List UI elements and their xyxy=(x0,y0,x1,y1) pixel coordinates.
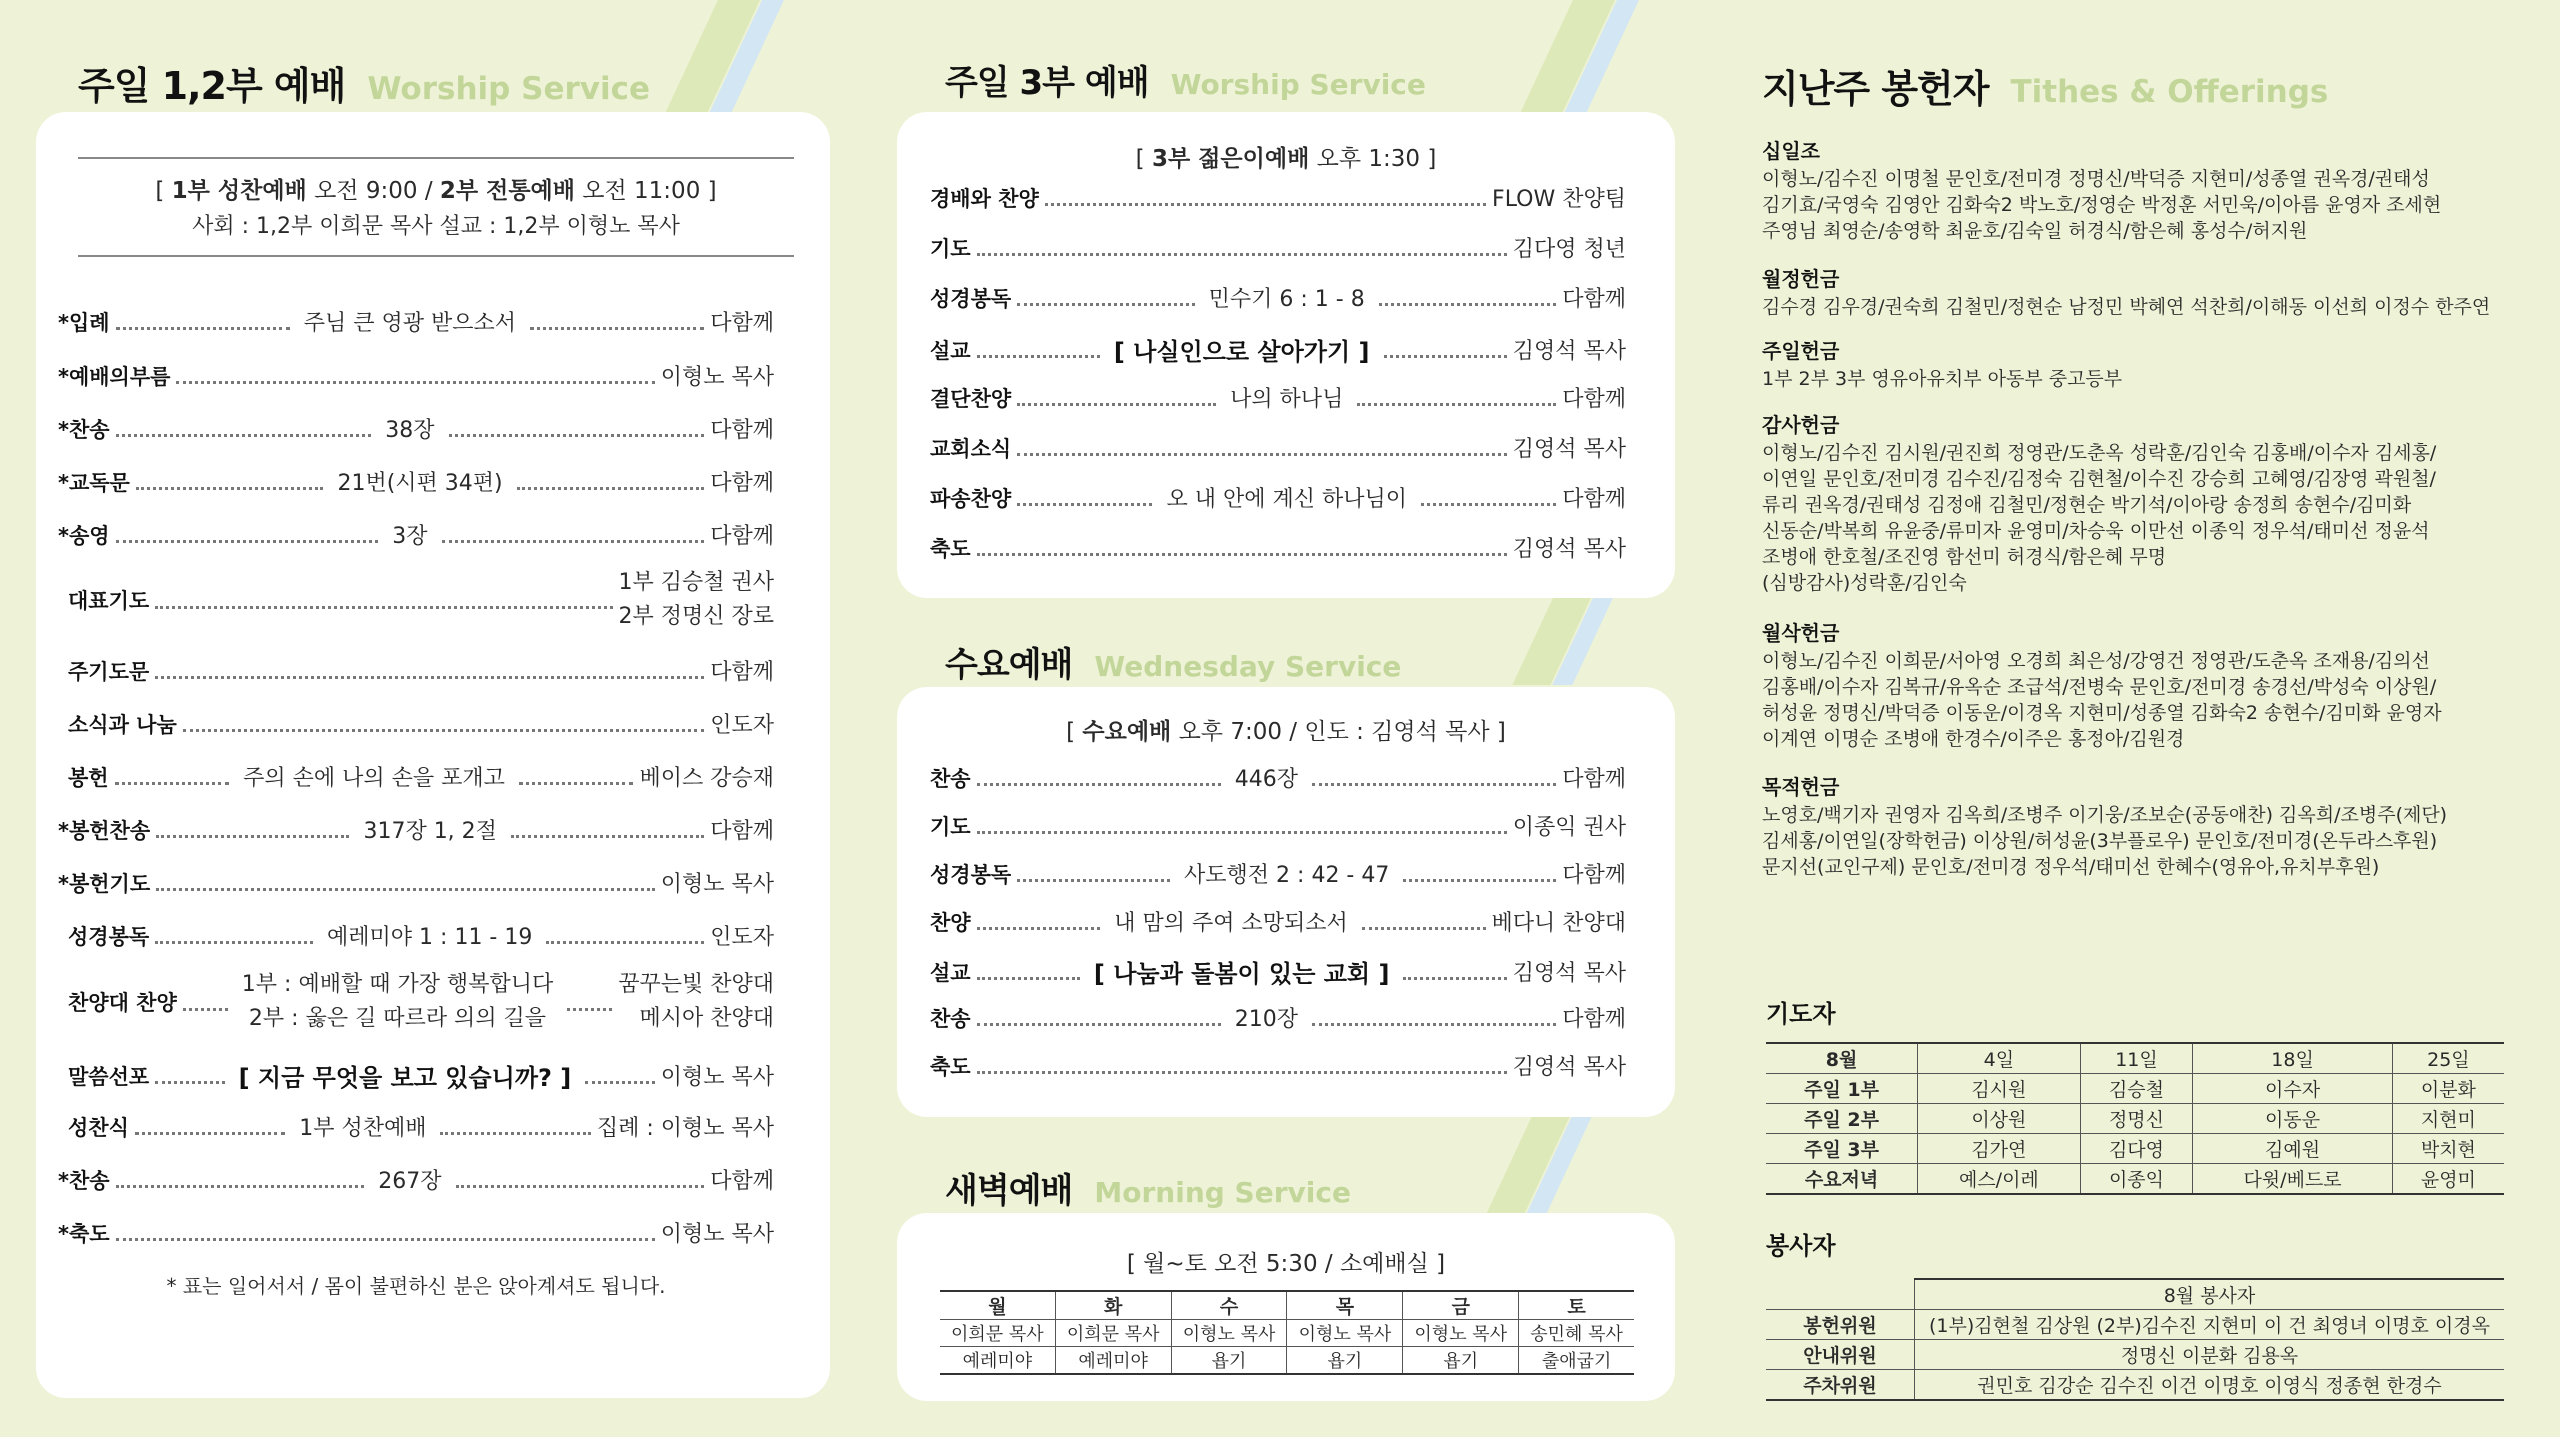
third-row-news: 교회소식 김영석 목사 xyxy=(930,436,1626,462)
wed-row-closing-hymn: 찬송 210장 다함께 xyxy=(930,1006,1626,1032)
wednesday-title: 수요예배 xyxy=(945,645,1073,685)
order-row-sermon: 말씀선포 [ 지금 무엇을 보고 있습니까? ] 이형노 목사 xyxy=(68,1064,774,1092)
order-row-choir: 찬양대 찬양 1부 : 예배할 때 가장 행복합니다 2부 : 옳은 길 따르라 의의 길을 꿈꾸는빛 찬양대 메시아 찬양대 xyxy=(68,972,775,1031)
third-heading xyxy=(945,55,1426,104)
order-row-lords-prayer: 주기도문 다함께 xyxy=(68,659,774,685)
volunteers-table: 8월 봉사자 봉헌위원 (1부)김현철 김상원 (2부)김수진 지현미 이 건 최영녀 이명호 이경옥 안내위원 정명신 이분화 김용옥 주차위원 권민호 김강순 김수진 이건 이명호 이영식 정종현 한경수 xyxy=(1766,1278,2504,1401)
order-row-news: 소식과 나눔 인도자 xyxy=(68,712,774,738)
offering-group-thanks: 감사헌금 이형노/김수진 김시원/권진희 정영관/도춘옥 성락훈/김인숙 김홍배/이수자 김세홍/ 이연일 문인호/전미경 김수진/김정숙 김현철/이수진 강승희 고혜영/김장영 곽원철/ 류리 권옥경/권태성 김정애 김철민/정현순 박기석/이아랑 송정희 송현수/김미화 신동순/박복희 유윤중/류미자 윤영미/차승욱 이만선 이종익 정우석/태미선 정윤석 조병애 한호철/조진영 함선미 허경식/함은혜 무명 (심방감사)성락훈/김인숙 xyxy=(1762,413,2437,594)
volunteers-title: 봉사자 xyxy=(1766,1232,1836,1260)
third-schedule: [ 3부 젊은이예배 오후 1:30 ] xyxy=(1135,146,1437,172)
wednesday-title-en: Wednesday Service xyxy=(1094,650,1402,683)
order-row-offering-hymn: *봉헌찬송 317장 1, 2절 다함께 xyxy=(58,818,775,844)
third-row-sermon: 설교 [ 나실인으로 살아가기 ] 김영석 목사 xyxy=(930,338,1627,366)
prayer-table: 8월 4일 11일 18일 25일 주일 1부 김시원 김승철 이수자 이분화 주일 2부 이상원 정명신 이동운 지현미 주일 3부 김가연 김다영 김예원 박치현 수요저녁 예스/이레 이종익 다윗/베드로 윤영미 xyxy=(1766,1042,2504,1195)
worship-schedule-times: [ 1부 성찬예배 오전 9:00 / 2부 전통예배 오전 11:00 ] xyxy=(155,178,717,204)
morning-title: 새벽예배 xyxy=(945,1171,1073,1211)
wednesday-heading xyxy=(945,637,1401,686)
sched-1-time: 오전 9:00 xyxy=(314,178,418,204)
third-title-en: Worship Service xyxy=(1170,68,1426,101)
morning-table: 월 화 수 목 금 토 이희문 목사 이희문 목사 이형노 목사 이형노 목사 이형노 목사 송민혜 목사 예레미야 예레미야 욥기 욥기 욥기 출애굽기 xyxy=(940,1290,1634,1375)
order-row-hymn: *찬송 38장 다함께 xyxy=(58,417,775,443)
third-row-prayer: 기도 김다영 청년 xyxy=(930,236,1626,262)
order-row-offering-prayer: *봉헌기도 이형노 목사 xyxy=(58,871,774,897)
order-row-closing-hymn: *찬송 267장 다함께 xyxy=(58,1168,775,1194)
offerings-title: 지난주 봉헌자 xyxy=(1762,67,1989,111)
wed-row-hymn: 찬송 446장 다함께 xyxy=(930,766,1626,792)
wed-row-prayer: 기도 이종익 권사 xyxy=(930,814,1626,840)
sched-1-name: 1부 성찬예배 xyxy=(171,178,307,204)
order-row-benediction: *축도 이형노 목사 xyxy=(58,1221,774,1247)
worship-title-en: Worship Service xyxy=(367,71,651,107)
third-row-scripture: 성경봉독 민수기 6 : 1 - 8 다함께 xyxy=(930,286,1626,312)
wed-row-sermon: 설교 [ 나눔과 돌봄이 있는 교회 ] 김영석 목사 xyxy=(930,960,1626,988)
offering-group-sunday: 주일헌금 1부 2부 3부 영유아유치부 아동부 중고등부 xyxy=(1762,339,2123,390)
worship-schedule xyxy=(78,157,794,257)
sched-2-time: 오전 11:00 xyxy=(582,178,701,204)
order-row-doxology: *송영 3장 다함께 xyxy=(58,523,775,549)
offering-group-purpose: 목적헌금 노영호/백기자 권영자 김옥희/조병주 이기웅/조보순(공동애찬) 김옥희/조병주(제단) 김세홍/이연일(장학헌금) 이상원/허성윤(3부플로우) 문인호/전미경(온두라스후원) 문지선(교인구제) 문인호/전미경 정우석/태미선 한혜수(영유아,유치부후원) xyxy=(1762,775,2448,878)
order-row-prayer: 대표기도 1부 김승철 권사 2부 정명신 장로 xyxy=(68,570,774,629)
order-row-communion: 성찬식 1부 성찬예배 집례 : 이형노 목사 xyxy=(68,1115,774,1141)
offering-group-monthly: 월정헌금 김수경 김우경/권숙희 김철민/정현순 남정민 박혜연 석찬희/이해동 이선희 이정수 한주연 xyxy=(1762,267,2491,318)
prayer-title: 기도자 xyxy=(1766,1000,1836,1028)
third-row-benediction: 축도 김영석 목사 xyxy=(930,536,1626,562)
wednesday-schedule: [ 수요예배 오후 7:00 / 인도 : 김영석 목사 ] xyxy=(1066,719,1506,745)
worship-title: 주일 1,2부 예배 xyxy=(78,64,346,108)
order-row-responsive: *교독문 21번(시편 34편) 다함께 xyxy=(58,470,775,496)
third-row-praise: 경배와 찬양 FLOW 찬양팀 xyxy=(930,186,1626,212)
wed-row-choir: 찬양 내 맘의 주여 소망되소서 베다니 찬양대 xyxy=(930,910,1627,936)
morning-schedule: [ 월~토 오전 5:30 / 소예배실 ] xyxy=(1126,1251,1446,1277)
standing-note: * 표는 일어서서 / 몸이 불편하신 분은 앉아계셔도 됩니다. xyxy=(166,1274,666,1298)
worship-leaders: 사회 : 1,2부 이희문 목사 설교 : 1,2부 이형노 목사 xyxy=(192,214,680,239)
offerings-title-en: Tithes & Offerings xyxy=(2010,74,2329,110)
order-row-call: *예배의부름 이형노 목사 xyxy=(58,364,774,390)
offerings-heading xyxy=(1762,58,2328,113)
order-row-scripture: 성경봉독 예레미야 1 : 11 - 19 인도자 xyxy=(68,924,775,950)
order-row-offering: 봉헌 주의 손에 나의 손을 포개고 베이스 강승재 xyxy=(68,765,774,791)
wed-row-scripture: 성경봉독 사도행전 2 : 42 - 47 다함께 xyxy=(930,862,1627,888)
third-row-sending: 파송찬양 오 내 안에 계신 하나님이 다함께 xyxy=(930,486,1627,512)
worship-card xyxy=(36,112,830,1398)
wed-row-benediction: 축도 김영석 목사 xyxy=(930,1054,1626,1080)
morning-title-en: Morning Service xyxy=(1094,1176,1351,1209)
order-row-entrance: *입례 주님 큰 영광 받으소서 다함께 xyxy=(58,310,775,336)
third-row-decision: 결단찬양 나의 하나님 다함께 xyxy=(930,386,1626,412)
offering-group-tithe: 십일조 이형노/김수진 이명철 문인호/전미경 정명신/박덕증 지현미/성종열 권옥경/권태성 김기효/국영숙 김영안 김화숙2 박노호/정영순 박정훈 서민욱/이아름 윤영자 조세현 주영님 최영순/송영학 최윤호/김숙일 허경식/함은혜 홍성수/허지원 xyxy=(1762,139,2442,242)
morning-heading xyxy=(945,1163,1351,1212)
third-title: 주일 3부 예배 xyxy=(945,63,1149,103)
sched-2-name: 2부 전통예배 xyxy=(439,178,575,204)
offering-group-new-month: 월삭헌금 이형노/김수진 이희문/서아영 오경희 최은성/강영건 정영관/도춘옥 조재용/김의선 김홍배/이수자 김복규/유옥순 조급석/전병숙 문인호/전미경 송경선/박성숙 이상원/ 허성윤 정명신/박덕증 이동운/이경옥 지현미/성종열 김화숙2 송현수/김미화 윤영자 이계연 이명순 조병애 한경수/이주은 홍정아/김원경 xyxy=(1762,621,2442,750)
worship-heading xyxy=(78,55,650,110)
